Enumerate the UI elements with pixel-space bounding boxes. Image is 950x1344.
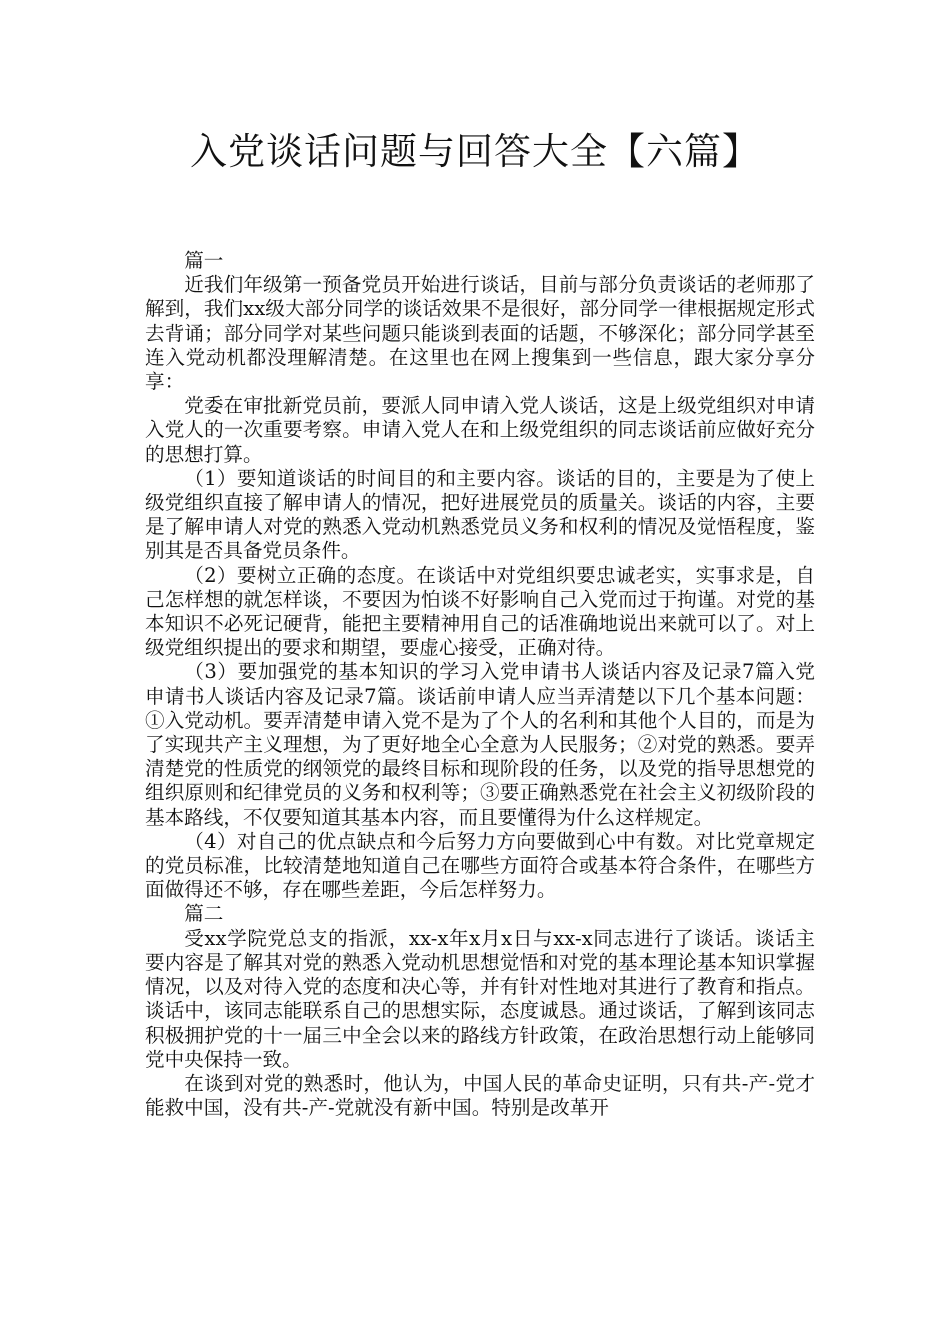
paragraph: 受xx学院党总支的指派，xx-x年x月x日与xx-x同志进行了谈话。谈话主要内容是了解其对党的熟悉入党动机思想觉悟和对党的基本理论基本知识掌握情况，以及对待入党的态度和决心等，并有针对性地对其进行了教育和指点。谈话中，该同志能联系自己的思想实际，态度诚恳。通过谈话，了解到该同志积极拥护党的十一届三中全会以来的路线方针政策，在政治思想行动上能够同党中央保持一致。 <box>145 926 815 1071</box>
section-heading: 篇一 <box>184 249 224 272</box>
paragraph: （4）对自己的优点缺点和今后努力方向要做到心中有数。对比党章规定的党员标准，比较清楚地知道自己在哪些方面符合或基本符合条件，在哪些方面做得还不够，存在哪些差距，今后怎样努力。 <box>145 829 815 902</box>
section-heading: 篇二 <box>184 902 224 926</box>
paragraph: （1）要知道谈话的时间目的和主要内容。谈话的目的，主要是为了使上级党组织直接了解申请人的情况，把好进展党员的质量关。谈话的内容，主要是了解申请人对党的熟悉入党动机熟悉党员义务和权利的情况及觉悟程度，鉴别其是否具备党员条件。 <box>145 466 815 563</box>
paragraph: （3）要加强党的基本知识的学习入党申请书人谈话内容及记录7篇入党申请书人谈话内容及记录7篇。谈话前申请人应当弄清楚以下几个基本问题：①入党动机。要弄清楚申请入党不是为了个人的名利和其他个人目的，而是为了实现共产主义理想，为了更好地全心全意为人民服务；②对党的熟悉。要弄清楚党的性质党的纲领党的最终目标和现阶段的任务，以及党的指导思想党的组织原则和纪律党员的义务和权利等；③要正确熟悉党在社会主义初级阶段的基本路线，不仅要知道其基本内容，而且要懂得为什么这样规定。 <box>145 660 815 829</box>
paragraph: 党委在审批新党员前，要派人同申请入党人谈话，这是上级党组织对申请入党人的一次重要考察。申请入党人在和上级党组织的同志谈话前应做好充分的思想打算。 <box>145 394 815 466</box>
document-body <box>145 249 815 1120</box>
paragraph: 近我们年级第一预备党员开始进行谈话，目前与部分负责谈话的老师那了解到，我们xx级大部分同学的谈话效果不是很好，部分同学一律根据规定形式去背诵；部分同学对某些问题只能谈到表面的话题，不够深化；部分同学甚至连入党动机都没理解清楚。在这里也在网上搜集到一些信息，跟大家分享分享： <box>145 273 815 394</box>
paragraph: 在谈到对党的熟悉时，他认为，中国人民的革命史证明，只有共-产-党才能救中国，没有共-产-党就没有新中国。特别是改革开 <box>145 1071 815 1120</box>
document-title: 入党谈话问题与回答大全【六篇】 <box>190 130 760 173</box>
paragraph: （2）要树立正确的态度。在谈话中对党组织要忠诚老实，实事求是，自己怎样想的就怎样谈，不要因为怕谈不好影响自己入党而过于拘谨。对党的基本知识不必死记硬背，能把主要精神用自己的话准确地说出来就可以了。对上级党组织提出的要求和期望，要虚心接受，正确对待。 <box>145 563 815 660</box>
